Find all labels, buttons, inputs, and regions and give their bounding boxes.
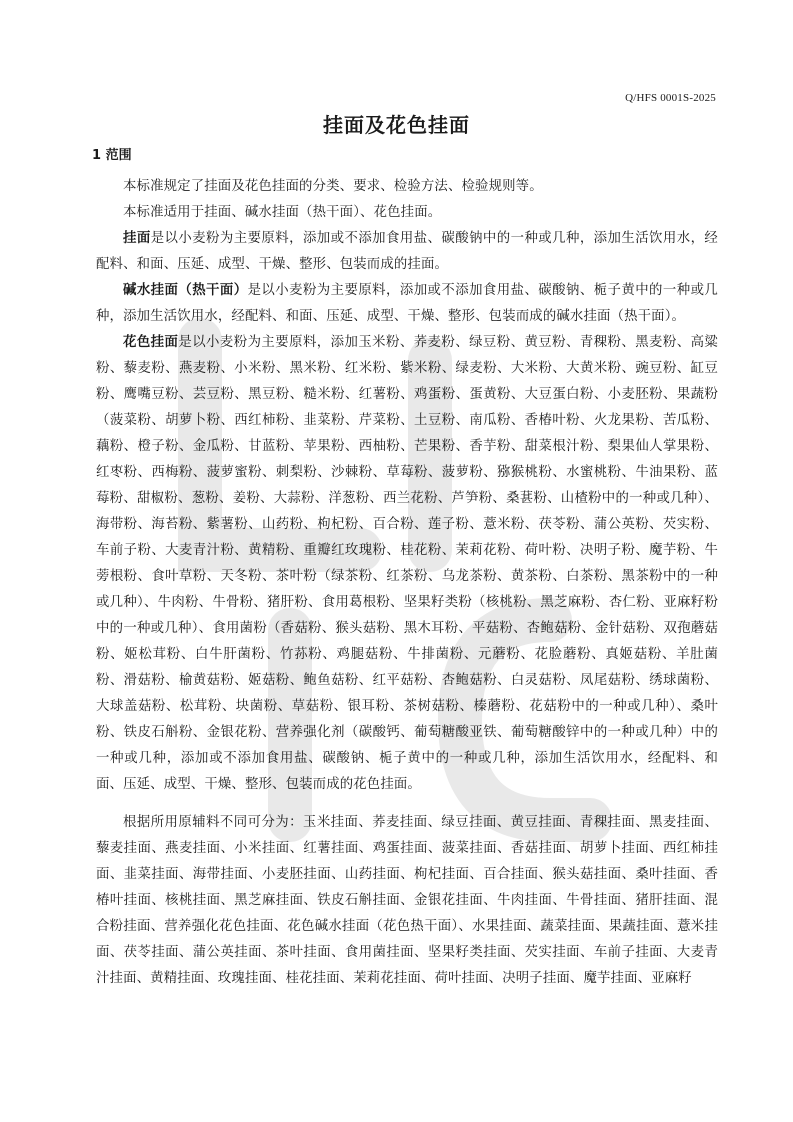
applicability-paragraph: 本标准适用于挂面、碱水挂面（热干面）、花色挂面。 <box>123 205 442 220</box>
definition-text: 是以小麦粉为主要原料，添加或不添加食用盐、碳酸钠中的一种或几种，添加生活饮用水，经配料、和面、压延、成型、干燥、整形、包装而成的挂面。 <box>96 231 718 272</box>
term-alkaline-noodle: 碱水挂面（热干面） <box>123 283 248 298</box>
term-guamian: 挂面 <box>123 231 151 246</box>
definition-alkaline-noodle <box>96 278 718 330</box>
definition-text: 是以小麦粉为主要原料，添加或不添加食用盐、碳酸钠、栀子黄中的一种或几种，添加生活饮用水，经配料、和面、压延、成型、干燥、整形、包装而成的碱水挂面（热干面）。 <box>96 283 718 324</box>
scope-paragraph: 本标准规定了挂面及花色挂面的分类、要求、检验方法、检验规则等。 <box>123 179 543 194</box>
definition-flavored-noodle <box>96 330 718 798</box>
definition-text: 是以小麦粉为主要原料，添加玉米粉、荞麦粉、绿豆粉、黄豆粉、青稞粉、黑麦粉、高粱粉、藜麦粉、燕麦粉、小米粉、黑米粉、红米粉、紫米粉、绿麦粉、大米粉、大黄米粉、豌豆粉、缸豆粉、鹰嘴豆粉、芸豆粉、黑豆粉、糙米粉、红薯粉、鸡蛋粉、蛋黄粉、大豆蛋白粉、小麦胚粉、果蔬粉（菠菜粉、胡萝卜粉、西红柿粉、韭菜粉、芹菜粉、土豆粉、南瓜粉、香椿叶粉、火龙果粉、苦瓜粉、藕粉、橙子粉、金瓜粉、甘蓝粉、苹果粉、西柚粉、芒果粉、香芋粉、甜菜根汁粉、梨果仙人掌果粉、红枣粉、西梅粉、菠萝蜜粉、刺梨粉、沙棘粉、草莓粉、菠萝粉、猕猴桃粉、水蜜桃粉、牛油果粉、蓝莓粉、甜椒粉、葱粉、姜粉、大蒜粉、洋葱粉、西兰花粉、芦笋粉、桑葚粉、山楂粉中的一种或几种）、海带粉、海苔粉、紫薯粉、山药粉、枸杞粉、百合粉、莲子粉、薏米粉、茯苓粉、蒲公英粉、芡实粉、车前子粉、大麦青汁粉、黄精粉、重瓣红玫瑰粉、桂花粉、茉莉花粉、荷叶粉、决明子粉、魔芋粉、牛蒡根粉、食叶草粉、天冬粉、茶叶粉（绿茶粉、红茶粉、乌龙茶粉、黄茶粉、白茶粉、黑茶粉中的一种或几种）、牛肉粉、牛骨粉、猪肝粉、食用葛根粉、坚果籽类粉（核桃粉、黑芝麻粉、杏仁粉、亚麻籽粉中的一种或几种）、食用菌粉（香菇粉、猴头菇粉、黑木耳粉、平菇粉、杏鲍菇粉、金针菇粉、双孢蘑菇粉、姬松茸粉、白牛肝菌粉、竹荪粉、鸡腿菇粉、牛排菌粉、元蘑粉、花脸蘑粉、真姬菇粉、羊肚菌粉、滑菇粉、榆黄菇粉、姬菇粉、鲍鱼菇粉、红平菇粉、杏鲍菇粉、白灵菇粉、凤尾菇粉、绣球菌粉、大球盖菇粉、松茸粉、块菌粉、草菇粉、银耳粉、茶树菇粉、榛蘑粉、花菇粉中的一种或几种）、桑叶粉、铁皮石斛粉、金银花粉、营养强化剂（碳酸钙、葡萄糖酸亚铁、葡萄糖酸锌中的一种或几种）中的一种或几种，添加或不添加食用盐、碳酸钠、栀子黄中的一种或几种，添加生活饮用水，经配料、和面、压延、成型、干燥、整形、包装而成的花色挂面。 <box>96 335 718 792</box>
definition-guamian <box>96 226 718 278</box>
term-flavored-noodle: 花色挂面 <box>123 335 179 350</box>
section-heading: 1 范围 <box>92 148 132 163</box>
classification-paragraph: 根据所用原辅料不同可分为：玉米挂面、荞麦挂面、绿豆挂面、黄豆挂面、青稞挂面、黑麦挂面、藜麦挂面、燕麦挂面、小米挂面、红薯挂面、鸡蛋挂面、菠菜挂面、香菇挂面、胡萝卜挂面、西红柿挂面、韭菜挂面、海带挂面、小麦胚挂面、山药挂面、枸杞挂面、百合挂面、猴头菇挂面、桑叶挂面、香椿叶挂面、核桃挂面、黑芝麻挂面、铁皮石斛挂面、金银花挂面、牛肉挂面、牛骨挂面、猪肝挂面、混合粉挂面、营养强化花色挂面、花色碱水挂面（花色热干面）、水果挂面、蔬菜挂面、果蔬挂面、薏米挂面、茯苓挂面、蒲公英挂面、茶叶挂面、食用菌挂面、坚果籽类挂面、芡实挂面、车前子挂面、大麦青汁挂面、黄精挂面、玫瑰挂面、桂花挂面、茉莉花挂面、荷叶挂面、决明子挂面、魔芋挂面、亚麻籽 <box>96 815 718 986</box>
page-title: 挂面及花色挂面 <box>323 113 470 137</box>
document-body <box>92 146 718 992</box>
paragraph-gap <box>96 798 718 810</box>
document-code: Q/HFS 0001S-2025 <box>625 92 716 104</box>
